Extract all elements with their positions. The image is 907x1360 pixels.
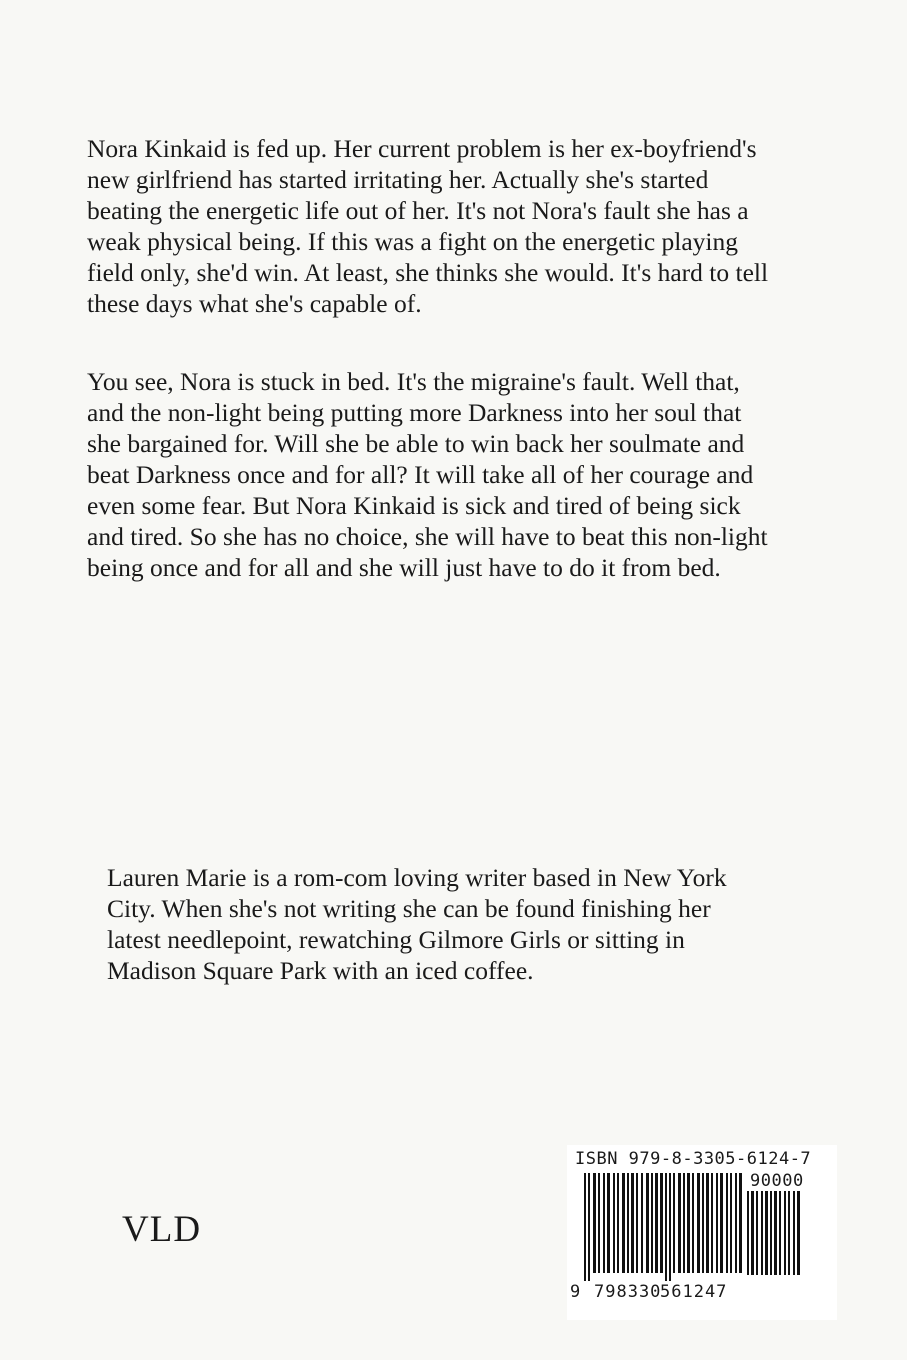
barcode-bar [631, 1173, 634, 1273]
synopsis-line: and the non-light being putting more Darkness into her soul that [87, 398, 742, 427]
barcode-bar [646, 1173, 649, 1273]
publisher-logo: VLD [122, 1209, 202, 1250]
barcode-bar [607, 1173, 610, 1273]
barcode-bar [636, 1173, 638, 1273]
barcode-bar [584, 1173, 586, 1281]
barcode-bar [655, 1173, 658, 1273]
barcode-bar [770, 1191, 772, 1275]
barcode-bar [788, 1191, 790, 1275]
isbn-label: ISBN 979-8-3305-6124-7 [575, 1149, 812, 1169]
barcode-bar [735, 1173, 737, 1273]
barcode-bar [665, 1173, 667, 1281]
barcode-bar [797, 1191, 800, 1275]
synopsis-line: beat Darkness once and for all? It will take all of her courage and [87, 460, 754, 489]
barcode-bar [613, 1173, 615, 1273]
barcode-bar [756, 1191, 758, 1275]
barcode-bar [711, 1173, 713, 1273]
barcode-digit-first: 9 [570, 1282, 581, 1302]
author-bio-line: Lauren Marie is a rom-com loving writer based in New York [107, 863, 727, 892]
synopsis-line: she bargained for. Will she be able to win back her soulmate and [87, 429, 745, 458]
barcode-bar [687, 1173, 690, 1273]
barcode-bar [673, 1173, 675, 1273]
barcode-bar [603, 1173, 605, 1273]
barcode-addon-bars [747, 1191, 827, 1275]
barcode-bar [598, 1173, 600, 1273]
barcode-bar [627, 1173, 629, 1273]
barcode-addon-label: 90000 [750, 1171, 804, 1191]
author-bio-line: Madison Square Park with an iced coffee. [107, 956, 534, 985]
barcode-bar [779, 1191, 781, 1275]
isbn-barcode [567, 1145, 837, 1320]
barcode-bar [683, 1173, 685, 1273]
barcode-bar [692, 1173, 694, 1273]
barcode-bar [641, 1173, 643, 1273]
barcode-bar [660, 1173, 663, 1273]
barcode-bar [588, 1173, 590, 1281]
barcode-bar [669, 1173, 671, 1281]
barcode-bar [751, 1191, 754, 1275]
barcode-bar [774, 1191, 777, 1275]
barcode-bar [706, 1173, 709, 1273]
barcode-bar [593, 1173, 596, 1273]
barcode-bar [697, 1173, 700, 1273]
barcode-bar [726, 1173, 728, 1273]
barcode-bar [730, 1173, 732, 1273]
synopsis-line: Nora Kinkaid is fed up. Her current problem is her ex-boyfriend's [87, 134, 757, 163]
barcode-main-bars [584, 1173, 742, 1283]
synopsis-line: these days what she's capable of. [87, 289, 422, 318]
barcode-bar [716, 1173, 718, 1273]
synopsis-line: weak physical being. If this was a fight on the energetic playing [87, 227, 739, 256]
author-bio-line: latest needlepoint, rewatching Gilmore Girls or sitting in [107, 925, 685, 954]
barcode-bar [765, 1191, 768, 1275]
synopsis-line: new girlfriend has started irritating her. Actually she's started [87, 165, 709, 194]
synopsis-paragraph-2 [87, 366, 847, 583]
synopsis-paragraph-1 [87, 133, 847, 319]
barcode-bar [739, 1173, 742, 1273]
synopsis-line: being once and for all and she will just have to do it from bed. [87, 553, 721, 582]
barcode-bar [793, 1191, 795, 1275]
barcode-bar [784, 1191, 786, 1275]
barcode-digits-right: 561247 [660, 1282, 728, 1302]
barcode-bar [720, 1173, 723, 1273]
synopsis-line: beating the energetic life out of her. It's not Nora's fault she has a [87, 196, 749, 225]
barcode-digits-left: 798330 [594, 1282, 662, 1302]
synopsis-line: field only, she'd win. At least, she thinks she would. It's hard to tell [87, 258, 769, 287]
author-bio-line: City. When she's not writing she can be found finishing her [107, 894, 711, 923]
synopsis-line: and tired. So she has no choice, she will have to beat this non-light [87, 522, 768, 551]
barcode-bar [622, 1173, 625, 1273]
barcode-bar [702, 1173, 704, 1273]
barcode-bar [617, 1173, 619, 1273]
synopsis-line: even some fear. But Nora Kinkaid is sick and tired of being sick [87, 491, 741, 520]
synopsis-line: You see, Nora is stuck in bed. It's the migraine's fault. Well that, [87, 367, 740, 396]
barcode-bar [747, 1191, 749, 1275]
barcode-bar [761, 1191, 763, 1275]
barcode-bar [678, 1173, 681, 1273]
author-bio [107, 862, 727, 986]
barcode-bar [651, 1173, 653, 1273]
